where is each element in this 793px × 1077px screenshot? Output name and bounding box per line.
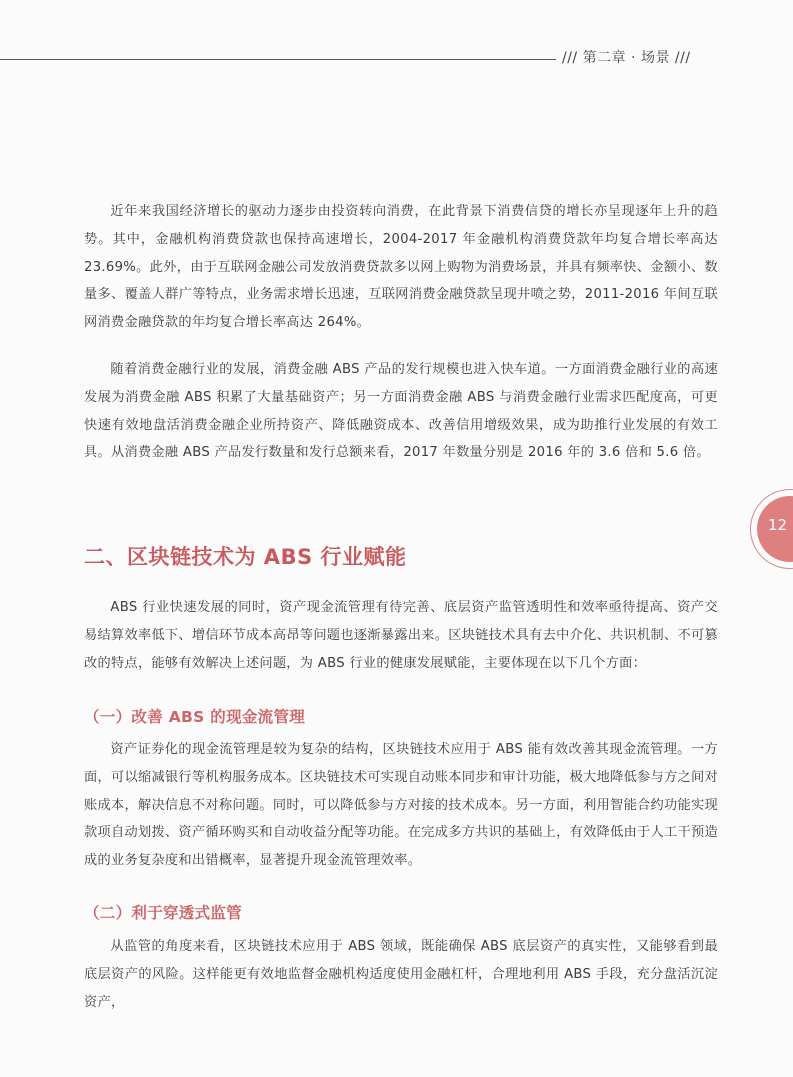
paragraph-consumer-abs: 随着消费金融行业的发展，消费金融 ABS 产品的发行规模也进入快车道。一方面消费金融行业的高速发展为消费金融 ABS 积累了大量基础资产；另一方面消费金融 ABS 与消费金融行业需求匹配度高，可更快速有效地盘活消费金融企业所持资产、降低融资成本、改善信用增级效果，成为助推行业发展的有效工具。从消费金融 ABS 产品发行数量和发行总额来看，2017 年数量分别是 2016 年的 3.6 倍和 5.6 倍。 [84,362,718,461]
paragraph-consumer-credit: 近年来我国经济增长的驱动力逐步由投资转向消费，在此背景下消费信贷的增长亦呈现逐年上升的趋势。其中，金融机构消费贷款也保持高速增长，2004-2017 年金融机构消费贷款年均复合增长率高达 23.69%。此外，由于互联网金融公司发放消费贷款多以网上购物为消费场景，并具有频率快、金额小、数量多、覆盖人群广等特点，业务需求增长迅速，互联网消费金融贷款呈现井喷之势，2011-2016 年间互联网消费金融贷款的年均复合增长率高达 264%。 [84,204,718,331]
page-number: 12 [768,516,788,534]
section-title: 二、区块链技术为 ABS 行业赋能 [84,545,407,569]
paragraph-abs-problems: ABS 行业快速发展的同时，资产现金流管理有待完善、底层资产监管透明性和效率亟待提高、资产交易结算效率低下、增信环节成本高昂等问题也逐渐暴露出来。区块链技术具有去中介化、共识机制、不可篡改的特点，能够有效解决上述问题，为 ABS 行业的健康发展赋能，主要体现在以下几个方面： [84,600,718,671]
subsection-title-cashflow: （一）改善 ABS 的现金流管理 [84,708,306,726]
paragraph-cashflow: 资产证券化的现金流管理是较为复杂的结构，区块链技术应用于 ABS 能有效改善其现金流管理。一方面，可以缩减银行等机构服务成本。区块链技术可实现自动账本同步和审计功能，极大地降低参与方之间对账成本，解决信息不对称问题。同时，可以降低参与方对接的技术成本。另一方面，利用智能合约功能实现款项自动划拨、资产循环购买和自动收益分配等功能。在完成多方共识的基础上，有效降低由于人工干预造成的业务复杂度和出错概率，显著提升现金流管理效率。 [84,742,718,869]
subsection-title-supervision: （二）利于穿透式监管 [84,904,243,922]
paragraph-supervision: 从监管的角度来看，区块链技术应用于 ABS 领域，既能确保 ABS 底层资产的真实性，又能够看到最底层资产的风险。这样能更有效地监督金融机构适度使用金融杠杆，合理地利用 ABS 手段，充分盘活沉淀资产， [84,939,718,1010]
header-rule [0,59,556,60]
chapter-header: /// 第二章 · 场景 /// [562,50,691,66]
